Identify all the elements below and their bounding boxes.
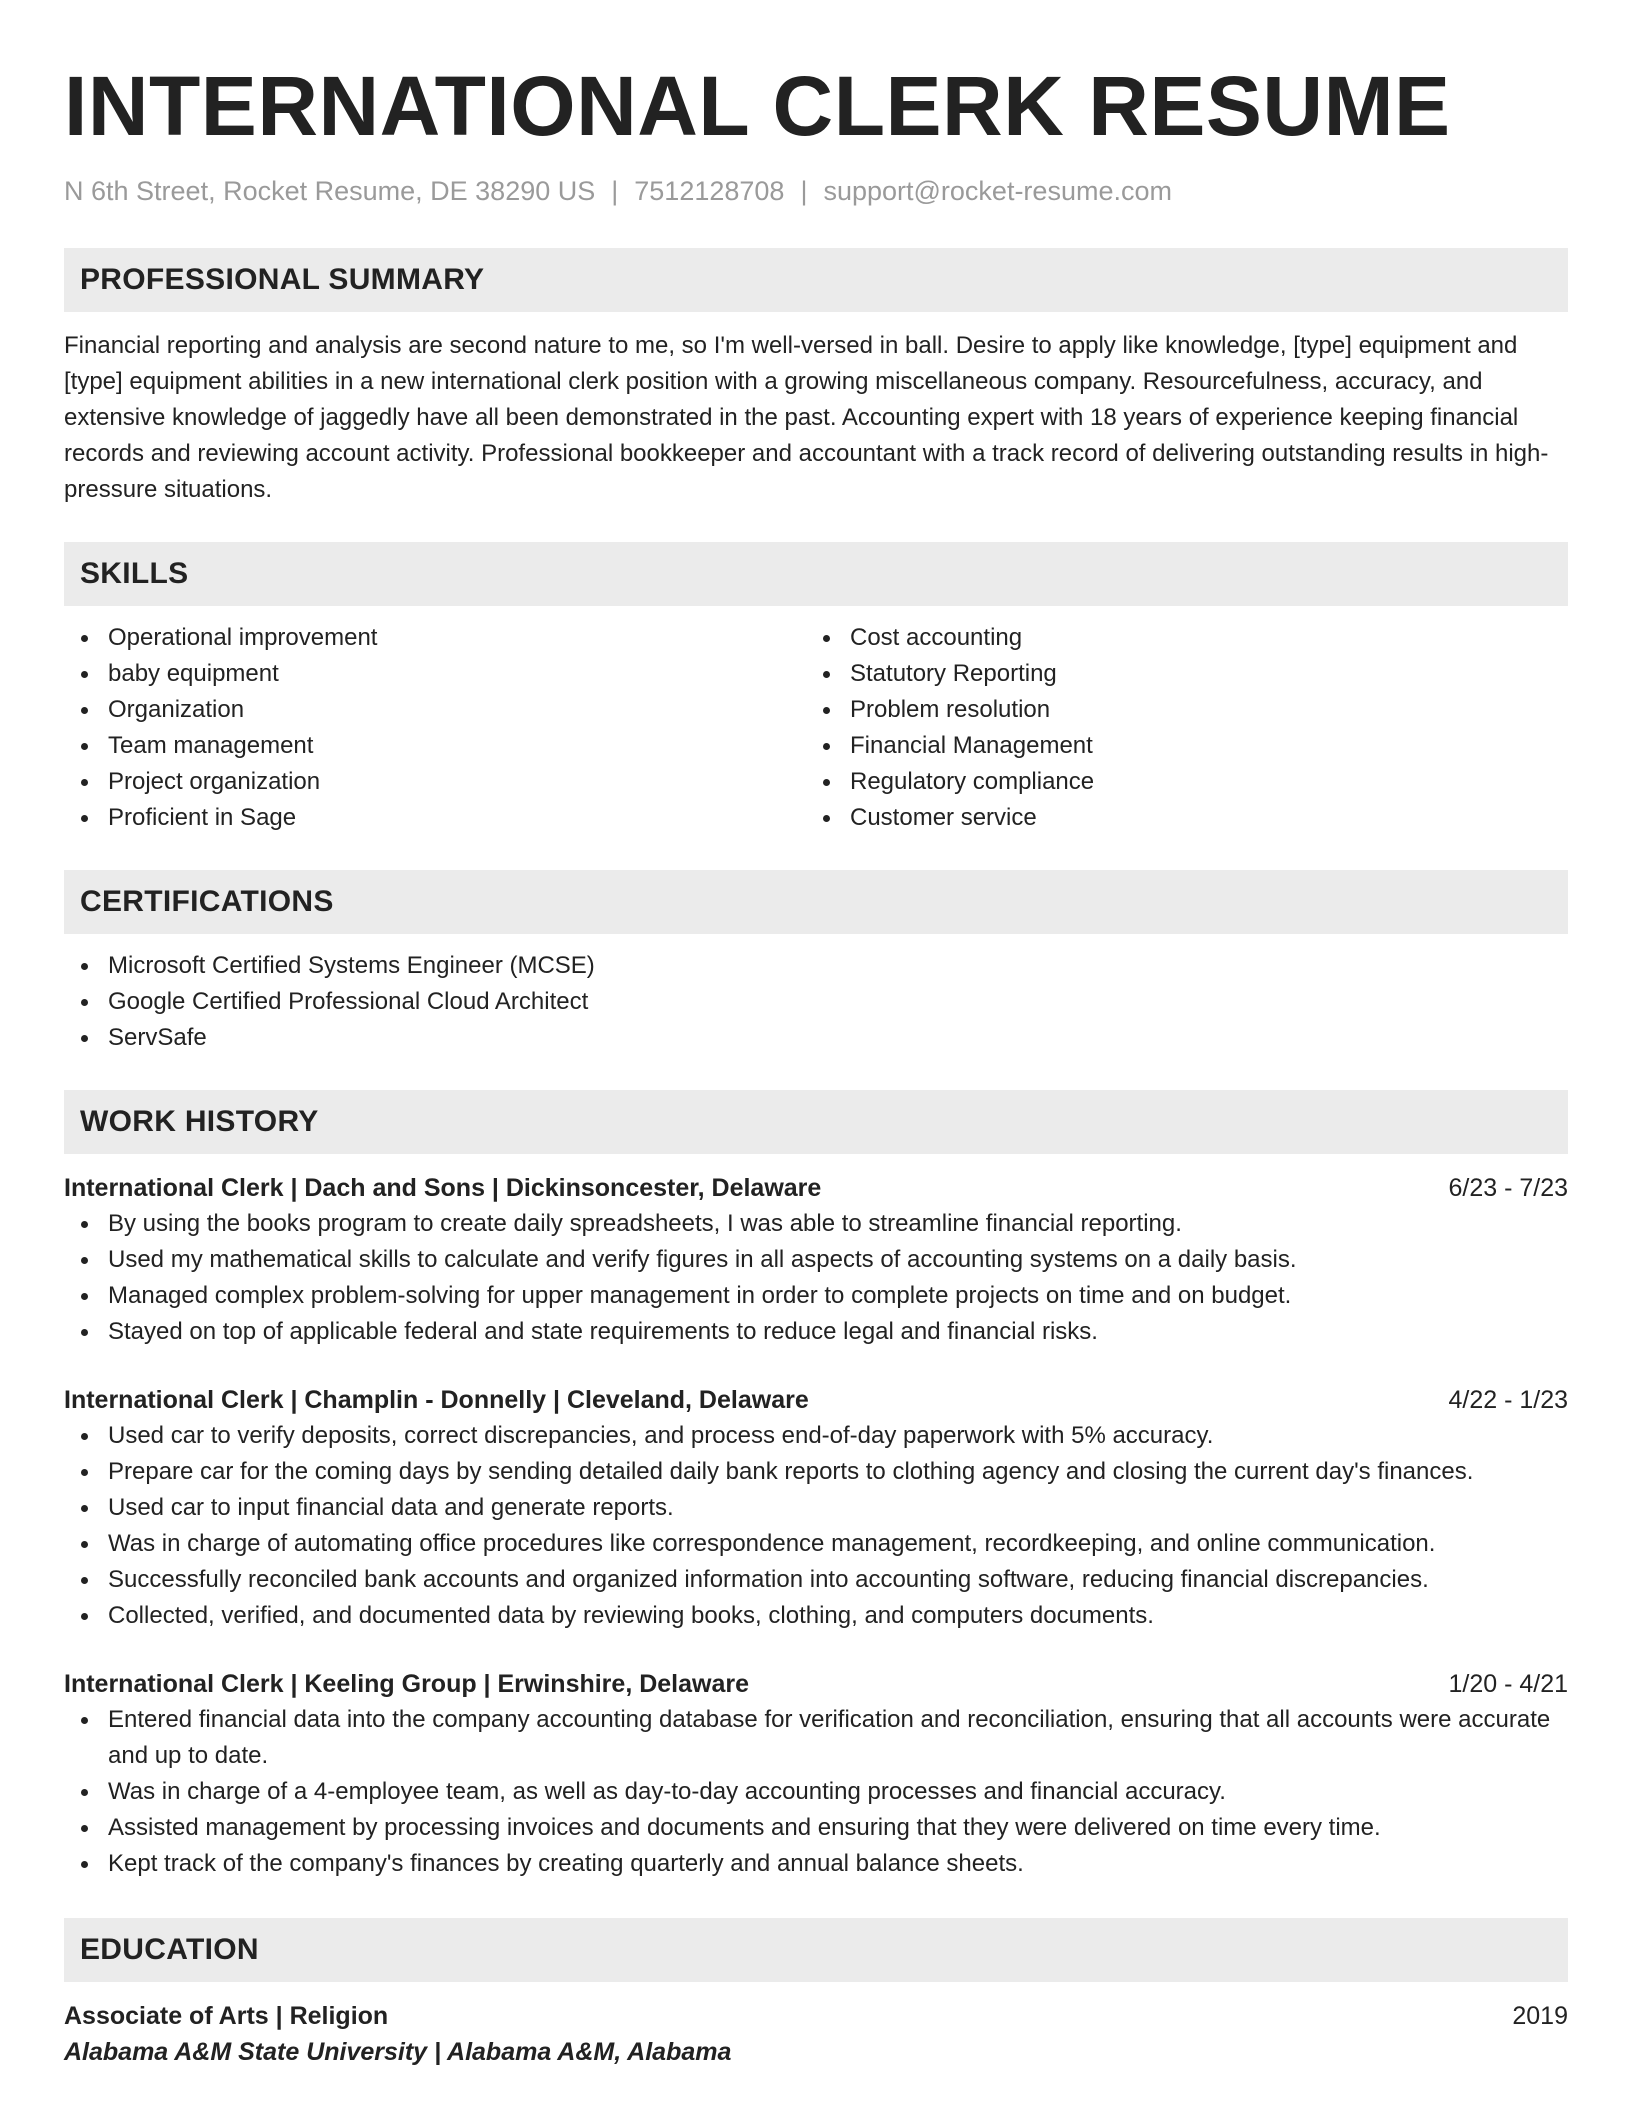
contact-phone: 7512128708 bbox=[634, 176, 785, 206]
skill-item bbox=[64, 656, 806, 692]
skill-label: Customer service bbox=[850, 804, 1037, 831]
job-title: International Clerk | Dach and Sons | Dickinsoncester, Delaware bbox=[64, 1174, 822, 1202]
skill-item bbox=[806, 620, 1548, 656]
summary-heading: PROFESSIONAL SUMMARY bbox=[80, 263, 485, 296]
job-bullets bbox=[64, 1418, 1568, 1634]
resume-page bbox=[64, 0, 1568, 2070]
skill-label: Regulatory compliance bbox=[850, 768, 1095, 795]
certifications-list bbox=[64, 948, 1568, 1056]
job-header bbox=[64, 1666, 1568, 1702]
skill-item bbox=[806, 692, 1548, 728]
bullet-dot bbox=[81, 1221, 88, 1228]
job-bullet bbox=[64, 1454, 1568, 1490]
job-bullet-text: Was in charge of a 4-employee team, as well as day-to-day accounting processes and financial accuracy. bbox=[108, 1778, 1226, 1805]
bullet-dot bbox=[823, 779, 830, 786]
certifications-section-header bbox=[64, 870, 1568, 934]
job-bullet-text: Collected, verified, and documented data by reviewing books, clothing, and computers documents. bbox=[108, 1602, 1154, 1629]
bullet-dot bbox=[81, 743, 88, 750]
education-degree: Associate of Arts | Religion bbox=[64, 2002, 389, 2030]
job-header bbox=[64, 1170, 1568, 1206]
skill-label: baby equipment bbox=[108, 660, 279, 687]
job-entry bbox=[64, 1382, 1568, 1634]
skill-label: Cost accounting bbox=[850, 624, 1023, 651]
job-entry bbox=[64, 1666, 1568, 1882]
contact-line bbox=[64, 174, 1568, 208]
skill-label: Proficient in Sage bbox=[108, 804, 297, 831]
certification-label: Microsoft Certified Systems Engineer (MCSE) bbox=[108, 952, 595, 979]
job-bullets bbox=[64, 1206, 1568, 1350]
job-bullet-text: Used my mathematical skills to calculate and verify figures in all aspects of accounting systems on a daily basis. bbox=[108, 1246, 1297, 1273]
job-dates: 1/20 - 4/21 bbox=[1448, 1670, 1568, 1698]
skill-item bbox=[64, 764, 806, 800]
job-bullet bbox=[64, 1490, 1568, 1526]
bullet-dot bbox=[81, 1257, 88, 1264]
bullet-dot bbox=[823, 707, 830, 714]
resume-title: INTERNATIONAL CLERK RESUME bbox=[64, 59, 1451, 153]
job-entry bbox=[64, 1170, 1568, 1350]
skill-item bbox=[806, 656, 1548, 692]
job-bullet-text: By using the books program to create daily spreadsheets, I was able to streamline financial reporting. bbox=[108, 1210, 1182, 1237]
job-bullet-text: Successfully reconciled bank accounts and organized information into accounting software, reducing financial discrepancies. bbox=[108, 1566, 1429, 1593]
skills-heading: SKILLS bbox=[80, 557, 189, 590]
job-bullet-text: Used car to verify deposits, correct discrepancies, and process end-of-day paperwork with 5% accuracy. bbox=[108, 1422, 1214, 1449]
skill-label: Operational improvement bbox=[108, 624, 378, 651]
job-bullet-text: Managed complex problem-solving for upper management in order to complete projects on time and on budget. bbox=[108, 1282, 1292, 1309]
bullet-dot bbox=[81, 1541, 88, 1548]
certification-item bbox=[64, 1020, 1568, 1056]
bullet-dot bbox=[81, 963, 88, 970]
job-bullet bbox=[64, 1846, 1568, 1882]
job-dates: 6/23 - 7/23 bbox=[1448, 1174, 1568, 1202]
education-school: Alabama A&M State University | Alabama A&M, Alabama bbox=[64, 2038, 732, 2066]
skill-item bbox=[64, 692, 806, 728]
job-bullet-text: Used car to input financial data and generate reports. bbox=[108, 1494, 674, 1521]
skills-column-right bbox=[806, 620, 1548, 836]
certification-label: Google Certified Professional Cloud Architect bbox=[108, 988, 589, 1015]
skill-label: Project organization bbox=[108, 768, 321, 795]
bullet-dot bbox=[823, 743, 830, 750]
job-dates: 4/22 - 1/23 bbox=[1448, 1386, 1568, 1414]
skill-label: Organization bbox=[108, 696, 245, 723]
job-bullet bbox=[64, 1702, 1568, 1774]
job-bullet bbox=[64, 1206, 1568, 1242]
certification-item bbox=[64, 948, 1568, 984]
job-title: International Clerk | Keeling Group | Erwinshire, Delaware bbox=[64, 1670, 749, 1698]
education-year: 2019 bbox=[1512, 2002, 1568, 2030]
bullet-dot bbox=[81, 1329, 88, 1336]
bullet-dot bbox=[81, 1613, 88, 1620]
skill-label: Team management bbox=[108, 732, 314, 759]
contact-separator: | bbox=[611, 176, 619, 206]
bullet-dot bbox=[81, 999, 88, 1006]
bullet-dot bbox=[81, 1293, 88, 1300]
certification-item bbox=[64, 984, 1568, 1020]
skill-item bbox=[64, 800, 806, 836]
certifications-heading: CERTIFICATIONS bbox=[80, 885, 334, 918]
skill-item bbox=[806, 800, 1548, 836]
job-bullet bbox=[64, 1526, 1568, 1562]
bullet-dot bbox=[81, 1035, 88, 1042]
education-header bbox=[64, 1998, 1568, 2034]
bullet-dot bbox=[81, 707, 88, 714]
skills-list bbox=[64, 620, 1568, 836]
work-section-header bbox=[64, 1090, 1568, 1154]
job-bullet bbox=[64, 1774, 1568, 1810]
bullet-dot bbox=[81, 815, 88, 822]
job-bullet bbox=[64, 1278, 1568, 1314]
bullet-dot bbox=[81, 1861, 88, 1868]
skill-label: Financial Management bbox=[850, 732, 1093, 759]
bullet-dot bbox=[81, 1717, 88, 1724]
summary-text: Financial reporting and analysis are second nature to me, so I'm well-versed in ball. Desire to apply like knowledge, [type] equipment and [type] equipment abilities in a new international clerk position with a growing miscellaneous company. Resourcefulness, accuracy, and extensive knowledge of jaggedly have all been demonstrated in the past. Accounting expert with 18 years of experience keeping financial records and reviewing account activity. Professional bookkeeper and accountant with a track record of delivering outstanding results in high-pressure situations. bbox=[64, 332, 1549, 503]
job-bullet bbox=[64, 1314, 1568, 1350]
bullet-dot bbox=[823, 635, 830, 642]
skill-item bbox=[806, 764, 1548, 800]
job-bullet bbox=[64, 1418, 1568, 1454]
job-bullet-text: Was in charge of automating office procedures like correspondence management, recordkeeping, and online communication. bbox=[108, 1530, 1436, 1557]
job-bullet bbox=[64, 1598, 1568, 1634]
bullet-dot bbox=[81, 1577, 88, 1584]
job-bullet-text: Stayed on top of applicable federal and state requirements to reduce legal and financial risks. bbox=[108, 1318, 1098, 1345]
bullet-dot bbox=[823, 671, 830, 678]
skill-item bbox=[64, 620, 806, 656]
contact-address: N 6th Street, Rocket Resume, DE 38290 US bbox=[64, 176, 596, 206]
work-heading: WORK HISTORY bbox=[80, 1105, 319, 1138]
job-bullet bbox=[64, 1810, 1568, 1846]
education-heading: EDUCATION bbox=[80, 1933, 259, 1966]
job-bullet bbox=[64, 1562, 1568, 1598]
job-header bbox=[64, 1382, 1568, 1418]
bullet-dot bbox=[81, 671, 88, 678]
job-bullet bbox=[64, 1242, 1568, 1278]
bullet-dot bbox=[81, 1433, 88, 1440]
skill-label: Statutory Reporting bbox=[850, 660, 1057, 687]
job-bullets bbox=[64, 1702, 1568, 1882]
bullet-dot bbox=[823, 815, 830, 822]
job-bullet-text: Kept track of the company's finances by creating quarterly and annual balance sheets. bbox=[108, 1850, 1024, 1877]
contact-separator: | bbox=[800, 176, 808, 206]
bullet-dot bbox=[81, 779, 88, 786]
summary-section-header bbox=[64, 248, 1568, 312]
bullet-dot bbox=[81, 635, 88, 642]
skills-section-header bbox=[64, 542, 1568, 606]
contact-email: support@rocket-resume.com bbox=[823, 176, 1172, 206]
skill-item bbox=[806, 728, 1548, 764]
bullet-dot bbox=[81, 1789, 88, 1796]
job-title: International Clerk | Champlin - Donnelly | Cleveland, Delaware bbox=[64, 1386, 809, 1414]
job-bullet-text: Entered financial data into the company accounting database for verification and reconciliation, ensuring that all accounts were accurate and up to date. bbox=[108, 1706, 1551, 1769]
skills-column-left bbox=[64, 620, 806, 836]
job-bullet-text: Assisted management by processing invoices and documents and ensuring that they were delivered on time every time. bbox=[108, 1814, 1381, 1841]
skill-item bbox=[64, 728, 806, 764]
bullet-dot bbox=[81, 1825, 88, 1832]
job-bullet-text: Prepare car for the coming days by sending detailed daily bank reports to clothing agency and closing the current day's finances. bbox=[108, 1458, 1474, 1485]
bullet-dot bbox=[81, 1469, 88, 1476]
certification-label: ServSafe bbox=[108, 1024, 207, 1051]
skill-label: Problem resolution bbox=[850, 696, 1051, 723]
bullet-dot bbox=[81, 1505, 88, 1512]
education-section-header bbox=[64, 1918, 1568, 1982]
